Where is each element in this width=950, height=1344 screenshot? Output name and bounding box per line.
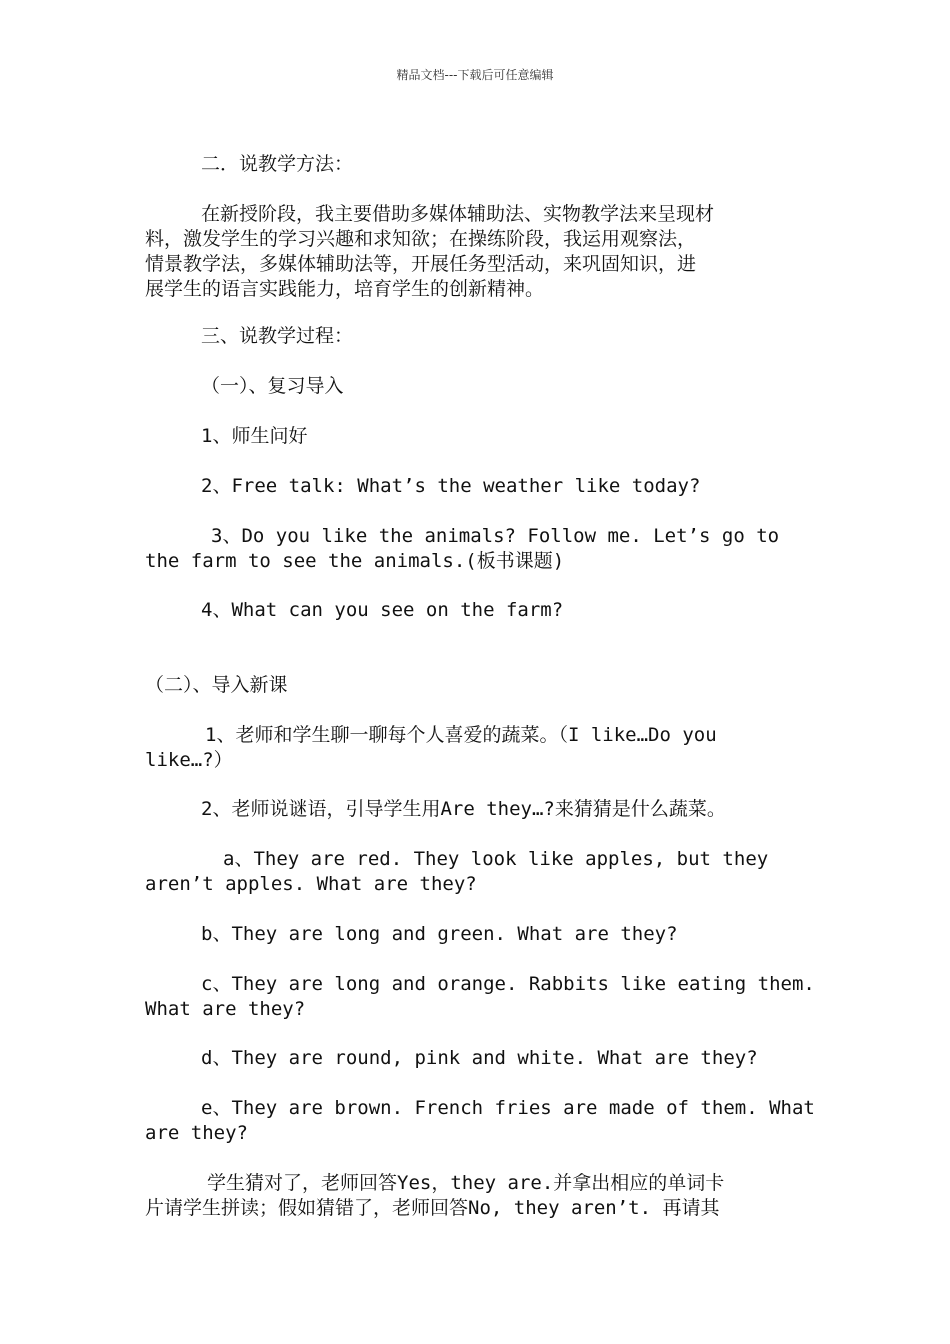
paragraph-line: are they? xyxy=(145,1122,248,1144)
paragraph-line: aren’t apples. What are they? xyxy=(145,873,477,895)
closing-paragraph xyxy=(145,1171,807,1221)
subheading-new-lesson: （二）、导入新课 xyxy=(145,674,288,696)
riddle-item: b、They are long and green. What are they? xyxy=(201,923,678,945)
page-header: 精品文档---下载后可任意编辑 xyxy=(396,68,554,82)
list-item xyxy=(145,723,807,773)
list-item: 1、师生问好 xyxy=(201,425,308,447)
list-item xyxy=(145,524,807,574)
list-item: 2、Free talk: What’s the weather like today? xyxy=(201,475,701,497)
paragraph-line: e、They are brown. French fries are made of them. What xyxy=(201,1097,815,1119)
subheading-review: （一）、复习导入 xyxy=(201,375,344,397)
paragraph-line: a、They are red. They look like apples, but they xyxy=(223,848,769,870)
paragraph-line: 片请学生拼读；假如猜错了，老师回答No, they aren’t. 再请其 xyxy=(145,1197,720,1219)
paragraph-line: 3、Do you like the animals? Follow me. Let’s go to xyxy=(211,525,780,547)
section-heading-teaching-methods: 二．说教学方法： xyxy=(201,153,354,175)
paragraph-line: 1、老师和学生聊一聊每个人喜爱的蔬菜。（I like…Do you xyxy=(205,724,717,746)
paragraph-line: 展学生的语言实践能力，培育学生的创新精神。 xyxy=(145,278,545,300)
paragraph-line: c、They are long and orange. Rabbits like eating them. xyxy=(201,973,815,995)
paragraph-line: like…?） xyxy=(145,749,233,771)
paragraph-line: 学生猜对了，老师回答Yes，they are.并拿出相应的单词卡 xyxy=(207,1172,725,1194)
list-item: 2、老师说谜语，引导学生用Are they…?来猜猜是什么蔬菜。 xyxy=(201,798,726,820)
section-heading-teaching-process: 三、说教学过程： xyxy=(201,325,354,347)
riddle-item xyxy=(145,1096,815,1146)
paragraph-line: What are they? xyxy=(145,998,306,1020)
riddle-item xyxy=(145,847,807,897)
paragraph-line: 在新授阶段，我主要借助多媒体辅助法、实物教学法来呈现材 xyxy=(201,203,715,225)
list-item: 4、What can you see on the farm? xyxy=(201,599,564,621)
teaching-methods-paragraph xyxy=(145,202,807,302)
riddle-item: d、They are round, pink and white. What are they? xyxy=(201,1047,758,1069)
riddle-item xyxy=(145,972,815,1022)
paragraph-line: the farm to see the animals.(板书课题) xyxy=(145,550,565,572)
paragraph-line: 情景教学法，多媒体辅助法等，开展任务型活动，来巩固知识，进 xyxy=(145,253,697,275)
paragraph-line: 料，激发学生的学习兴趣和求知欲；在操练阶段，我运用观察法， xyxy=(145,228,697,250)
